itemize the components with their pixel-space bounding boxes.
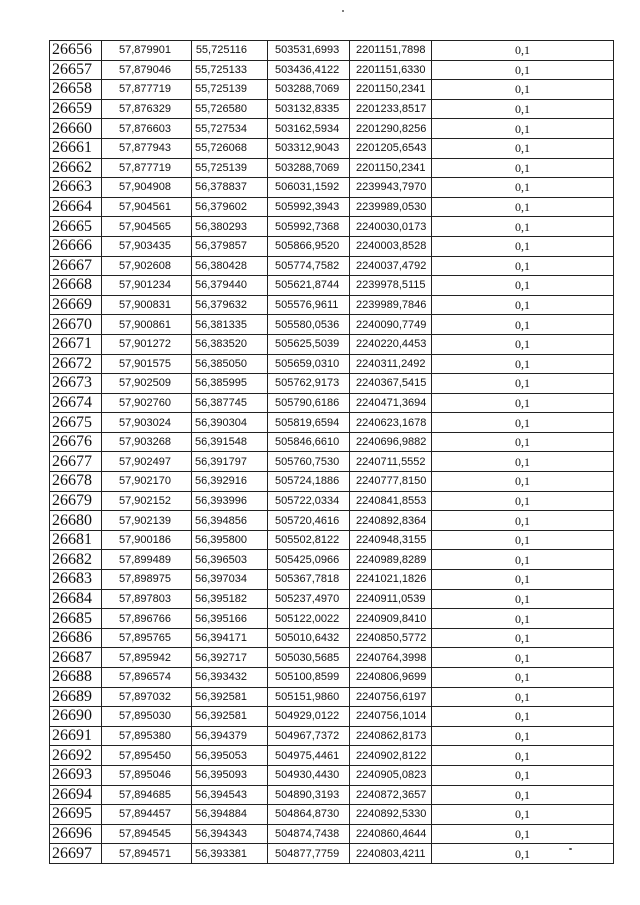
longitude-cell: 56,379602 <box>192 197 268 217</box>
longitude-cell: 56,392581 <box>192 707 268 727</box>
latitude-cell: 57,903024 <box>102 413 192 433</box>
accuracy-cell: 0,1 <box>432 628 614 648</box>
latitude-cell: 57,896766 <box>102 609 192 629</box>
y-coordinate-cell: 2240862,8173 <box>350 726 432 746</box>
accuracy-cell: 0,1 <box>432 295 614 315</box>
x-coordinate-cell: 504877,7759 <box>268 844 350 864</box>
latitude-cell: 57,895030 <box>102 707 192 727</box>
x-coordinate-cell: 504975,4461 <box>268 746 350 766</box>
y-coordinate-cell: 2240037,4792 <box>350 256 432 276</box>
latitude-cell: 57,876329 <box>102 99 192 119</box>
latitude-cell: 57,895380 <box>102 726 192 746</box>
longitude-cell: 56,379632 <box>192 295 268 315</box>
x-coordinate-cell: 504890,3193 <box>268 785 350 805</box>
table-row <box>50 707 614 727</box>
point-number-cell: 26678 <box>50 472 102 492</box>
point-number-cell: 26692 <box>50 746 102 766</box>
y-coordinate-cell: 2239989,7846 <box>350 295 432 315</box>
x-coordinate-cell: 505621,8744 <box>268 276 350 296</box>
point-number-cell: 26695 <box>50 805 102 825</box>
x-coordinate-cell: 503312,9043 <box>268 138 350 158</box>
x-coordinate-cell: 505790,6186 <box>268 393 350 413</box>
table-row <box>50 491 614 511</box>
accuracy-cell: 0,1 <box>432 707 614 727</box>
accuracy-cell: 0,1 <box>432 491 614 511</box>
x-coordinate-cell: 505625,5039 <box>268 334 350 354</box>
x-coordinate-cell: 503531,6993 <box>268 41 350 61</box>
accuracy-cell: 0,1 <box>432 824 614 844</box>
point-number-cell: 26661 <box>50 138 102 158</box>
y-coordinate-cell: 2240872,3657 <box>350 785 432 805</box>
x-coordinate-cell: 505100,8599 <box>268 668 350 688</box>
latitude-cell: 57,894571 <box>102 844 192 864</box>
latitude-cell: 57,902170 <box>102 472 192 492</box>
accuracy-cell: 0,1 <box>432 452 614 472</box>
point-number-cell: 26664 <box>50 197 102 217</box>
point-number-cell: 26696 <box>50 824 102 844</box>
point-number-cell: 26672 <box>50 354 102 374</box>
accuracy-cell: 0,1 <box>432 530 614 550</box>
table-row <box>50 217 614 237</box>
longitude-cell: 56,395800 <box>192 530 268 550</box>
x-coordinate-cell: 505724,1886 <box>268 472 350 492</box>
table-row <box>50 119 614 139</box>
x-coordinate-cell: 505760,7530 <box>268 452 350 472</box>
x-coordinate-cell: 504967,7372 <box>268 726 350 746</box>
point-number-cell: 26684 <box>50 589 102 609</box>
longitude-cell: 56,392916 <box>192 472 268 492</box>
y-coordinate-cell: 2240860,4644 <box>350 824 432 844</box>
y-coordinate-cell: 2240806,9699 <box>350 668 432 688</box>
point-number-cell: 26680 <box>50 511 102 531</box>
longitude-cell: 56,394543 <box>192 785 268 805</box>
longitude-cell: 56,379440 <box>192 276 268 296</box>
y-coordinate-cell: 2240220,4453 <box>350 334 432 354</box>
longitude-cell: 56,380428 <box>192 256 268 276</box>
y-coordinate-cell: 2201151,6330 <box>350 60 432 80</box>
longitude-cell: 56,395093 <box>192 765 268 785</box>
point-number-cell: 26691 <box>50 726 102 746</box>
point-number-cell: 26665 <box>50 217 102 237</box>
y-coordinate-cell: 2240311,2492 <box>350 354 432 374</box>
latitude-cell: 57,901575 <box>102 354 192 374</box>
latitude-cell: 57,895450 <box>102 746 192 766</box>
latitude-cell: 57,877943 <box>102 138 192 158</box>
latitude-cell: 57,902139 <box>102 511 192 531</box>
accuracy-cell: 0,1 <box>432 354 614 374</box>
point-number-cell: 26687 <box>50 648 102 668</box>
longitude-cell: 55,726068 <box>192 138 268 158</box>
accuracy-cell: 0,1 <box>432 511 614 531</box>
table-row <box>50 197 614 217</box>
longitude-cell: 56,395053 <box>192 746 268 766</box>
y-coordinate-cell: 2240090,7749 <box>350 315 432 335</box>
longitude-cell: 56,379857 <box>192 236 268 256</box>
y-coordinate-cell: 2240803,4211 <box>350 844 432 864</box>
x-coordinate-cell: 503436,4122 <box>268 60 350 80</box>
point-number-cell: 26685 <box>50 609 102 629</box>
x-coordinate-cell: 505992,7368 <box>268 217 350 237</box>
accuracy-cell: 0,1 <box>432 550 614 570</box>
point-number-cell: 26689 <box>50 687 102 707</box>
latitude-cell: 57,900831 <box>102 295 192 315</box>
table-row <box>50 315 614 335</box>
x-coordinate-cell: 506031,1592 <box>268 178 350 198</box>
longitude-cell: 56,392581 <box>192 687 268 707</box>
point-number-cell: 26667 <box>50 256 102 276</box>
table-row <box>50 413 614 433</box>
point-number-cell: 26662 <box>50 158 102 178</box>
latitude-cell: 57,894457 <box>102 805 192 825</box>
accuracy-cell: 0,1 <box>432 60 614 80</box>
latitude-cell: 57,901272 <box>102 334 192 354</box>
accuracy-cell: 0,1 <box>432 668 614 688</box>
accuracy-cell: 0,1 <box>432 648 614 668</box>
latitude-cell: 57,896574 <box>102 668 192 688</box>
accuracy-cell: 0,1 <box>432 746 614 766</box>
table-row <box>50 648 614 668</box>
x-coordinate-cell: 505502,8122 <box>268 530 350 550</box>
point-number-cell: 26668 <box>50 276 102 296</box>
table-row <box>50 295 614 315</box>
x-coordinate-cell: 503288,7069 <box>268 80 350 100</box>
accuracy-cell: 0,1 <box>432 589 614 609</box>
latitude-cell: 57,894545 <box>102 824 192 844</box>
accuracy-cell: 0,1 <box>432 99 614 119</box>
accuracy-cell: 0,1 <box>432 178 614 198</box>
latitude-cell: 57,903268 <box>102 432 192 452</box>
latitude-cell: 57,899489 <box>102 550 192 570</box>
latitude-cell: 57,897803 <box>102 589 192 609</box>
table-row <box>50 628 614 648</box>
x-coordinate-cell: 505819,6594 <box>268 413 350 433</box>
x-coordinate-cell: 503132,8335 <box>268 99 350 119</box>
accuracy-cell: 0,1 <box>432 138 614 158</box>
x-coordinate-cell: 504929,0122 <box>268 707 350 727</box>
table-row <box>50 687 614 707</box>
longitude-cell: 56,392717 <box>192 648 268 668</box>
y-coordinate-cell: 2240902,8122 <box>350 746 432 766</box>
x-coordinate-cell: 505030,5685 <box>268 648 350 668</box>
accuracy-cell: 0,1 <box>432 609 614 629</box>
table-row <box>50 99 614 119</box>
longitude-cell: 55,725116 <box>192 41 268 61</box>
table-row <box>50 60 614 80</box>
longitude-cell: 56,394884 <box>192 805 268 825</box>
accuracy-cell: 0,1 <box>432 315 614 335</box>
latitude-cell: 57,898975 <box>102 570 192 590</box>
longitude-cell: 55,727534 <box>192 119 268 139</box>
y-coordinate-cell: 2240711,5552 <box>350 452 432 472</box>
point-number-cell: 26686 <box>50 628 102 648</box>
y-coordinate-cell: 2201233,8517 <box>350 99 432 119</box>
y-coordinate-cell: 2240030,0173 <box>350 217 432 237</box>
accuracy-cell: 0,1 <box>432 276 614 296</box>
table-row <box>50 472 614 492</box>
table-row <box>50 550 614 570</box>
scan-speck <box>342 10 344 12</box>
x-coordinate-cell: 505576,9611 <box>268 295 350 315</box>
x-coordinate-cell: 503288,7069 <box>268 158 350 178</box>
y-coordinate-cell: 2240756,1014 <box>350 707 432 727</box>
accuracy-cell: 0,1 <box>432 119 614 139</box>
point-number-cell: 26673 <box>50 374 102 394</box>
accuracy-cell: 0,1 <box>432 374 614 394</box>
y-coordinate-cell: 2240471,3694 <box>350 393 432 413</box>
y-coordinate-cell: 2240989,8289 <box>350 550 432 570</box>
latitude-cell: 57,895765 <box>102 628 192 648</box>
point-number-cell: 26669 <box>50 295 102 315</box>
point-number-cell: 26694 <box>50 785 102 805</box>
y-coordinate-cell: 2240905,0823 <box>350 765 432 785</box>
y-coordinate-cell: 2240003,8528 <box>350 236 432 256</box>
latitude-cell: 57,902608 <box>102 256 192 276</box>
latitude-cell: 57,904565 <box>102 217 192 237</box>
latitude-cell: 57,895942 <box>102 648 192 668</box>
longitude-cell: 55,725133 <box>192 60 268 80</box>
y-coordinate-cell: 2240756,6197 <box>350 687 432 707</box>
table-row <box>50 824 614 844</box>
y-coordinate-cell: 2240911,0539 <box>350 589 432 609</box>
y-coordinate-cell: 2240777,8150 <box>350 472 432 492</box>
table-row <box>50 785 614 805</box>
point-number-cell: 26657 <box>50 60 102 80</box>
longitude-cell: 55,726580 <box>192 99 268 119</box>
x-coordinate-cell: 505237,4970 <box>268 589 350 609</box>
point-number-cell: 26675 <box>50 413 102 433</box>
latitude-cell: 57,904561 <box>102 197 192 217</box>
x-coordinate-cell: 504930,4430 <box>268 765 350 785</box>
y-coordinate-cell: 2241021,1826 <box>350 570 432 590</box>
longitude-cell: 56,385050 <box>192 354 268 374</box>
point-number-cell: 26688 <box>50 668 102 688</box>
accuracy-cell: 0,1 <box>432 805 614 825</box>
y-coordinate-cell: 2240623,1678 <box>350 413 432 433</box>
point-number-cell: 26663 <box>50 178 102 198</box>
accuracy-cell: 0,1 <box>432 197 614 217</box>
x-coordinate-cell: 505846,6610 <box>268 432 350 452</box>
longitude-cell: 56,378837 <box>192 178 268 198</box>
y-coordinate-cell: 2240367,5415 <box>350 374 432 394</box>
y-coordinate-cell: 2239978,5115 <box>350 276 432 296</box>
longitude-cell: 56,395182 <box>192 589 268 609</box>
table-row <box>50 452 614 472</box>
point-number-cell: 26681 <box>50 530 102 550</box>
x-coordinate-cell: 503162,5934 <box>268 119 350 139</box>
point-number-cell: 26697 <box>50 844 102 864</box>
accuracy-cell: 0,1 <box>432 844 614 864</box>
y-coordinate-cell: 2240696,9882 <box>350 432 432 452</box>
accuracy-cell: 0,1 <box>432 726 614 746</box>
y-coordinate-cell: 2240892,5330 <box>350 805 432 825</box>
table-row <box>50 374 614 394</box>
longitude-cell: 56,387745 <box>192 393 268 413</box>
point-number-cell: 26676 <box>50 432 102 452</box>
table-row <box>50 432 614 452</box>
latitude-cell: 57,876603 <box>102 119 192 139</box>
y-coordinate-cell: 2240948,3155 <box>350 530 432 550</box>
point-number-cell: 26683 <box>50 570 102 590</box>
x-coordinate-cell: 505866,9520 <box>268 236 350 256</box>
longitude-cell: 56,383520 <box>192 334 268 354</box>
accuracy-cell: 0,1 <box>432 334 614 354</box>
x-coordinate-cell: 505367,7818 <box>268 570 350 590</box>
point-number-cell: 26679 <box>50 491 102 511</box>
y-coordinate-cell: 2201150,2341 <box>350 158 432 178</box>
accuracy-cell: 0,1 <box>432 236 614 256</box>
longitude-cell: 56,393381 <box>192 844 268 864</box>
point-number-cell: 26671 <box>50 334 102 354</box>
accuracy-cell: 0,1 <box>432 158 614 178</box>
table-row <box>50 41 614 61</box>
point-number-cell: 26674 <box>50 393 102 413</box>
coordinates-table-body <box>50 41 614 864</box>
longitude-cell: 56,396503 <box>192 550 268 570</box>
accuracy-cell: 0,1 <box>432 41 614 61</box>
longitude-cell: 56,390304 <box>192 413 268 433</box>
y-coordinate-cell: 2240764,3998 <box>350 648 432 668</box>
latitude-cell: 57,903435 <box>102 236 192 256</box>
longitude-cell: 56,393432 <box>192 668 268 688</box>
x-coordinate-cell: 504864,8730 <box>268 805 350 825</box>
table-row <box>50 393 614 413</box>
x-coordinate-cell: 505722,0334 <box>268 491 350 511</box>
y-coordinate-cell: 2201151,7898 <box>350 41 432 61</box>
point-number-cell: 26682 <box>50 550 102 570</box>
latitude-cell: 57,901234 <box>102 276 192 296</box>
point-number-cell: 26677 <box>50 452 102 472</box>
accuracy-cell: 0,1 <box>432 413 614 433</box>
table-row <box>50 746 614 766</box>
latitude-cell: 57,900861 <box>102 315 192 335</box>
table-row <box>50 158 614 178</box>
y-coordinate-cell: 2240841,8553 <box>350 491 432 511</box>
table-row <box>50 668 614 688</box>
latitude-cell: 57,897032 <box>102 687 192 707</box>
accuracy-cell: 0,1 <box>432 765 614 785</box>
y-coordinate-cell: 2201290,8256 <box>350 119 432 139</box>
accuracy-cell: 0,1 <box>432 256 614 276</box>
accuracy-cell: 0,1 <box>432 217 614 237</box>
table-row <box>50 354 614 374</box>
point-number-cell: 26659 <box>50 99 102 119</box>
y-coordinate-cell: 2201150,2341 <box>350 80 432 100</box>
y-coordinate-cell: 2239943,7970 <box>350 178 432 198</box>
table-row <box>50 805 614 825</box>
y-coordinate-cell: 2240850,5772 <box>350 628 432 648</box>
longitude-cell: 56,397034 <box>192 570 268 590</box>
longitude-cell: 56,394379 <box>192 726 268 746</box>
latitude-cell: 57,877719 <box>102 158 192 178</box>
x-coordinate-cell: 505425,0966 <box>268 550 350 570</box>
table-row <box>50 844 614 864</box>
x-coordinate-cell: 504874,7438 <box>268 824 350 844</box>
longitude-cell: 56,394343 <box>192 824 268 844</box>
accuracy-cell: 0,1 <box>432 80 614 100</box>
x-coordinate-cell: 505659,0310 <box>268 354 350 374</box>
longitude-cell: 55,725139 <box>192 80 268 100</box>
y-coordinate-cell: 2240909,8410 <box>350 609 432 629</box>
coordinates-table <box>49 40 614 864</box>
accuracy-cell: 0,1 <box>432 570 614 590</box>
longitude-cell: 56,391548 <box>192 432 268 452</box>
point-number-cell: 26658 <box>50 80 102 100</box>
latitude-cell: 57,902509 <box>102 374 192 394</box>
table-row <box>50 511 614 531</box>
table-row <box>50 256 614 276</box>
longitude-cell: 56,385995 <box>192 374 268 394</box>
longitude-cell: 56,380293 <box>192 217 268 237</box>
latitude-cell: 57,879046 <box>102 60 192 80</box>
longitude-cell: 56,394171 <box>192 628 268 648</box>
accuracy-cell: 0,1 <box>432 785 614 805</box>
table-row <box>50 765 614 785</box>
x-coordinate-cell: 505122,0022 <box>268 609 350 629</box>
longitude-cell: 56,394856 <box>192 511 268 531</box>
latitude-cell: 57,904908 <box>102 178 192 198</box>
x-coordinate-cell: 505762,9173 <box>268 374 350 394</box>
x-coordinate-cell: 505774,7582 <box>268 256 350 276</box>
longitude-cell: 55,725139 <box>192 158 268 178</box>
table-row <box>50 589 614 609</box>
x-coordinate-cell: 505010,6432 <box>268 628 350 648</box>
point-number-cell: 26670 <box>50 315 102 335</box>
latitude-cell: 57,877719 <box>102 80 192 100</box>
latitude-cell: 57,894685 <box>102 785 192 805</box>
point-number-cell: 26690 <box>50 707 102 727</box>
y-coordinate-cell: 2239989,0530 <box>350 197 432 217</box>
latitude-cell: 57,902497 <box>102 452 192 472</box>
table-row <box>50 530 614 550</box>
longitude-cell: 56,391797 <box>192 452 268 472</box>
table-row <box>50 236 614 256</box>
table-row <box>50 334 614 354</box>
table-row <box>50 609 614 629</box>
longitude-cell: 56,395166 <box>192 609 268 629</box>
point-number-cell: 26660 <box>50 119 102 139</box>
longitude-cell: 56,393996 <box>192 491 268 511</box>
table-row <box>50 80 614 100</box>
longitude-cell: 56,381335 <box>192 315 268 335</box>
accuracy-cell: 0,1 <box>432 472 614 492</box>
x-coordinate-cell: 505992,3943 <box>268 197 350 217</box>
table-row <box>50 138 614 158</box>
table-row <box>50 570 614 590</box>
x-coordinate-cell: 505720,4616 <box>268 511 350 531</box>
y-coordinate-cell: 2240892,8364 <box>350 511 432 531</box>
point-number-cell: 26693 <box>50 765 102 785</box>
table-row <box>50 276 614 296</box>
accuracy-cell: 0,1 <box>432 432 614 452</box>
y-coordinate-cell: 2201205,6543 <box>350 138 432 158</box>
point-number-cell: 26666 <box>50 236 102 256</box>
accuracy-cell: 0,1 <box>432 393 614 413</box>
latitude-cell: 57,902760 <box>102 393 192 413</box>
latitude-cell: 57,895046 <box>102 765 192 785</box>
x-coordinate-cell: 505580,0536 <box>268 315 350 335</box>
x-coordinate-cell: 505151,9860 <box>268 687 350 707</box>
point-number-cell: 26656 <box>50 41 102 61</box>
accuracy-cell: 0,1 <box>432 687 614 707</box>
latitude-cell: 57,879901 <box>102 41 192 61</box>
table-row <box>50 178 614 198</box>
table-row <box>50 726 614 746</box>
latitude-cell: 57,902152 <box>102 491 192 511</box>
latitude-cell: 57,900186 <box>102 530 192 550</box>
